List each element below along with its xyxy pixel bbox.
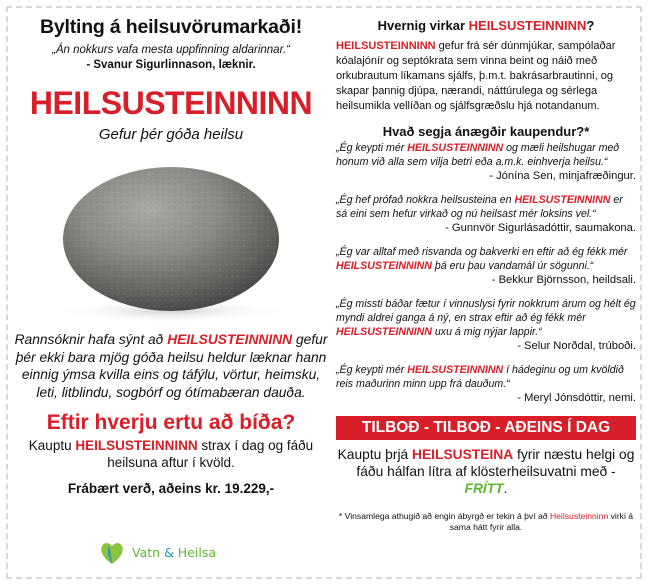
heart-leaf-icon (98, 540, 126, 566)
offer-text: Kauptu þrjá HEILSUSTEINA fyrir næstu helgi og fáðu hálfan lítra af klösterheilsuvatni með - FRÍTT. (337, 447, 635, 496)
disclaimer-text: * Vinsamlega athugið að engin ábyrgð er tekin á því að Heilsusteinninn virki á sama hátt fyrir alla. (338, 511, 634, 532)
headline: Bylting á heilsuvörumarkaði! (39, 16, 303, 38)
right-column (336, 12, 636, 533)
testimonial: „Ég hef prófað nokkra heilsusteina en HEILSUSTEINNINN er sá eini sem hefur virkað og nú heilsast mér loksins vel.“ - Gunnvör Sigurlásadóttir, saumakona. (336, 194, 636, 234)
offer-banner: TILBOÐ - TILBOÐ - AÐEINS Í DAG (336, 416, 636, 440)
testimonial: „Ég missti báðar fætur í vinnuslysi fyrir nokkrum árum og hélt ég myndi aldrei ganga á ný, en strax eftir að ég fékk mér HEILSUSTEINNINN uxu á mig nýjar lappir.“ - Selur Norðdal, trúboði. (336, 298, 636, 352)
logo-text-heilsa: Heilsa (177, 545, 217, 560)
testimonial-author: - Meryl Jónsdóttir, nemi. (517, 392, 636, 404)
left-column (12, 12, 330, 496)
research-text: Rannsóknir hafa sýnt að HEILSUSTEINNINN gefur þér ekki bara mjög góða heilsu heldur læknar hann einnig ýmsa kvilla eins og táfýlu, vörtur, heimsku, leti, litblindu, sogbórf og ótímabæran dauða. (14, 332, 328, 400)
testimonial: „Ég keypti mér HEILSUSTEINNINN í hádeginu og um kvöldið reis maðurinn minn upp frá dauðum.“ - Meryl Jónsdóttir, nemi. (336, 364, 636, 404)
top-quote: „Án nokkurs vafa mesta uppfinning aldarinnar.“ (51, 44, 290, 56)
testimonial-author: - Selur Norðdal, trúboði. (517, 340, 636, 352)
testimonial: „Ég keypti mér HEILSUSTEINNINN og mæli heilshugar með honum við alla sem vilja betri eða a.m.k. einhverja heilsu.“ - Jónína Sen, minjafræðingur. (336, 142, 636, 182)
logo-text-vatn: Vatn (132, 545, 161, 560)
testimonials-title: Hvað segja ánægðir kaupendur?* (382, 124, 590, 139)
testimonial-author: - Gunnvör Sigurlásadóttir, saumakona. (445, 222, 636, 234)
price-text: Frábært verð, aðeins kr. 19.229,- (67, 481, 275, 496)
buy-now-text: Kauptu HEILSUSTEINNINN strax í dag og fáðu heilsuna aftur í kvöld. (28, 438, 314, 470)
call-to-action: Eftir hverju ertu að bíða? (46, 411, 296, 434)
top-quote-author: - Svanur Sigurlinnason, læknir. (86, 59, 256, 71)
vatn-heilsa-logo (98, 540, 238, 566)
stone-image (12, 147, 330, 327)
brand-title: HEILSUSTEINNINN (29, 85, 313, 121)
how-it-works-title: Hvernig virkar HEILSUSTEINNINN? (377, 18, 595, 33)
logo-ampersand: & (164, 545, 174, 560)
testimonial-author: - Bekkur Björnsson, heildsali. (491, 274, 636, 286)
brand-tagline: Gefur þér góða heilsu (98, 126, 244, 143)
testimonial: „Ég var alltaf með risvanda og bakverki en eftir að ég fékk mér HEILSUSTEINNINN þá eru þau vandamál úr sögunni.“ - Bekkur Björnsson, heildsali. (336, 246, 636, 286)
testimonial-author: - Jónína Sen, minjafræðingur. (489, 170, 636, 182)
how-it-works-text: HEILSUSTEINNINN gefur frá sér dúnmjúkar, sampólaðar kóalajónír og septókrata sem vinna beint og náið með orkubrautum líkamans sjálfs, þ.m.t. bakrásarbrautinni, og skapar þannig djúpa, nærandi, náttúrulega og sérlega heilsumikla vellíðan og sjálfsgræðslu hjá notandanum. (336, 40, 616, 112)
